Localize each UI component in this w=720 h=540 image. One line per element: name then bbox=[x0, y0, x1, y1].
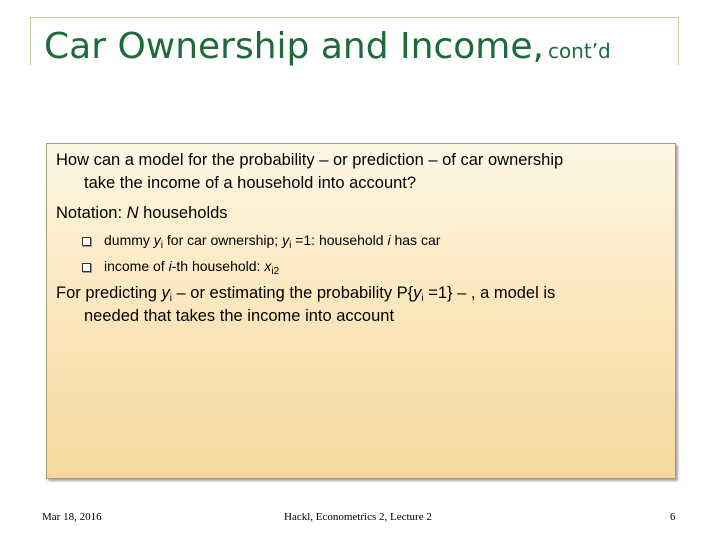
p3-var-y: y bbox=[161, 284, 170, 302]
paragraph-notation bbox=[56, 202, 228, 225]
b1-var-y-2: y bbox=[282, 232, 290, 248]
footer-date: Mar 18, 2016 bbox=[42, 511, 102, 523]
prediction-line-2: needed that takes the income into account bbox=[84, 307, 395, 325]
p3-text-2: – or estimating the probability P{ bbox=[171, 284, 414, 302]
question-line-1: How can a model for the probability – or prediction – of car ownership bbox=[56, 151, 564, 169]
b1-text-1: dummy bbox=[104, 232, 154, 248]
p3-var-y-2: y bbox=[413, 284, 422, 302]
title-frame-right bbox=[678, 17, 679, 65]
p3-sub-i: i bbox=[169, 293, 172, 304]
notation-prefix: Notation: bbox=[56, 204, 127, 222]
question-line-2: take the income of a household into account? bbox=[84, 174, 417, 192]
p3-text-3: =1} – , a model is bbox=[423, 284, 556, 302]
bullet-income-text bbox=[104, 256, 279, 276]
b1-sub-i-2: i bbox=[289, 240, 292, 251]
b1-text-3: =1: household bbox=[291, 232, 388, 248]
b2-var-i: i bbox=[168, 258, 172, 274]
b1-sub-i: i bbox=[160, 240, 164, 251]
square-bullet-icon bbox=[82, 237, 91, 246]
b1-var-i: i bbox=[387, 232, 391, 248]
b2-text-1: income of bbox=[104, 258, 169, 274]
notation-suffix: households bbox=[138, 204, 228, 222]
b1-text-4: has car bbox=[390, 232, 441, 248]
footer-course: Hackl, Econometrics 2, Lecture 2 bbox=[284, 511, 432, 523]
b1-var-y: y bbox=[153, 232, 161, 248]
b2-text-2: -th household: bbox=[171, 258, 265, 274]
slide-title-main: Car Ownership and Income, bbox=[44, 26, 544, 67]
bullet-dummy-text bbox=[104, 230, 440, 250]
slide-title bbox=[44, 26, 611, 67]
prediction-line-1 bbox=[56, 284, 555, 302]
b2-var-x: x bbox=[264, 258, 272, 274]
p3-text-1: For predicting bbox=[56, 284, 162, 302]
b2-sub-i2: i2 bbox=[271, 266, 280, 277]
paragraph-prediction bbox=[56, 282, 555, 328]
p3-sub-i-2: i bbox=[421, 293, 424, 304]
footer-page-number: 6 bbox=[670, 511, 676, 523]
title-frame-left bbox=[30, 17, 31, 65]
b1-text-2: for car ownership; bbox=[163, 232, 283, 248]
slide-title-suffix: cont’d bbox=[547, 39, 611, 63]
notation-var-n: N bbox=[126, 204, 139, 222]
square-bullet-icon bbox=[82, 263, 91, 272]
title-frame-top bbox=[30, 17, 678, 18]
paragraph-question bbox=[56, 149, 563, 195]
